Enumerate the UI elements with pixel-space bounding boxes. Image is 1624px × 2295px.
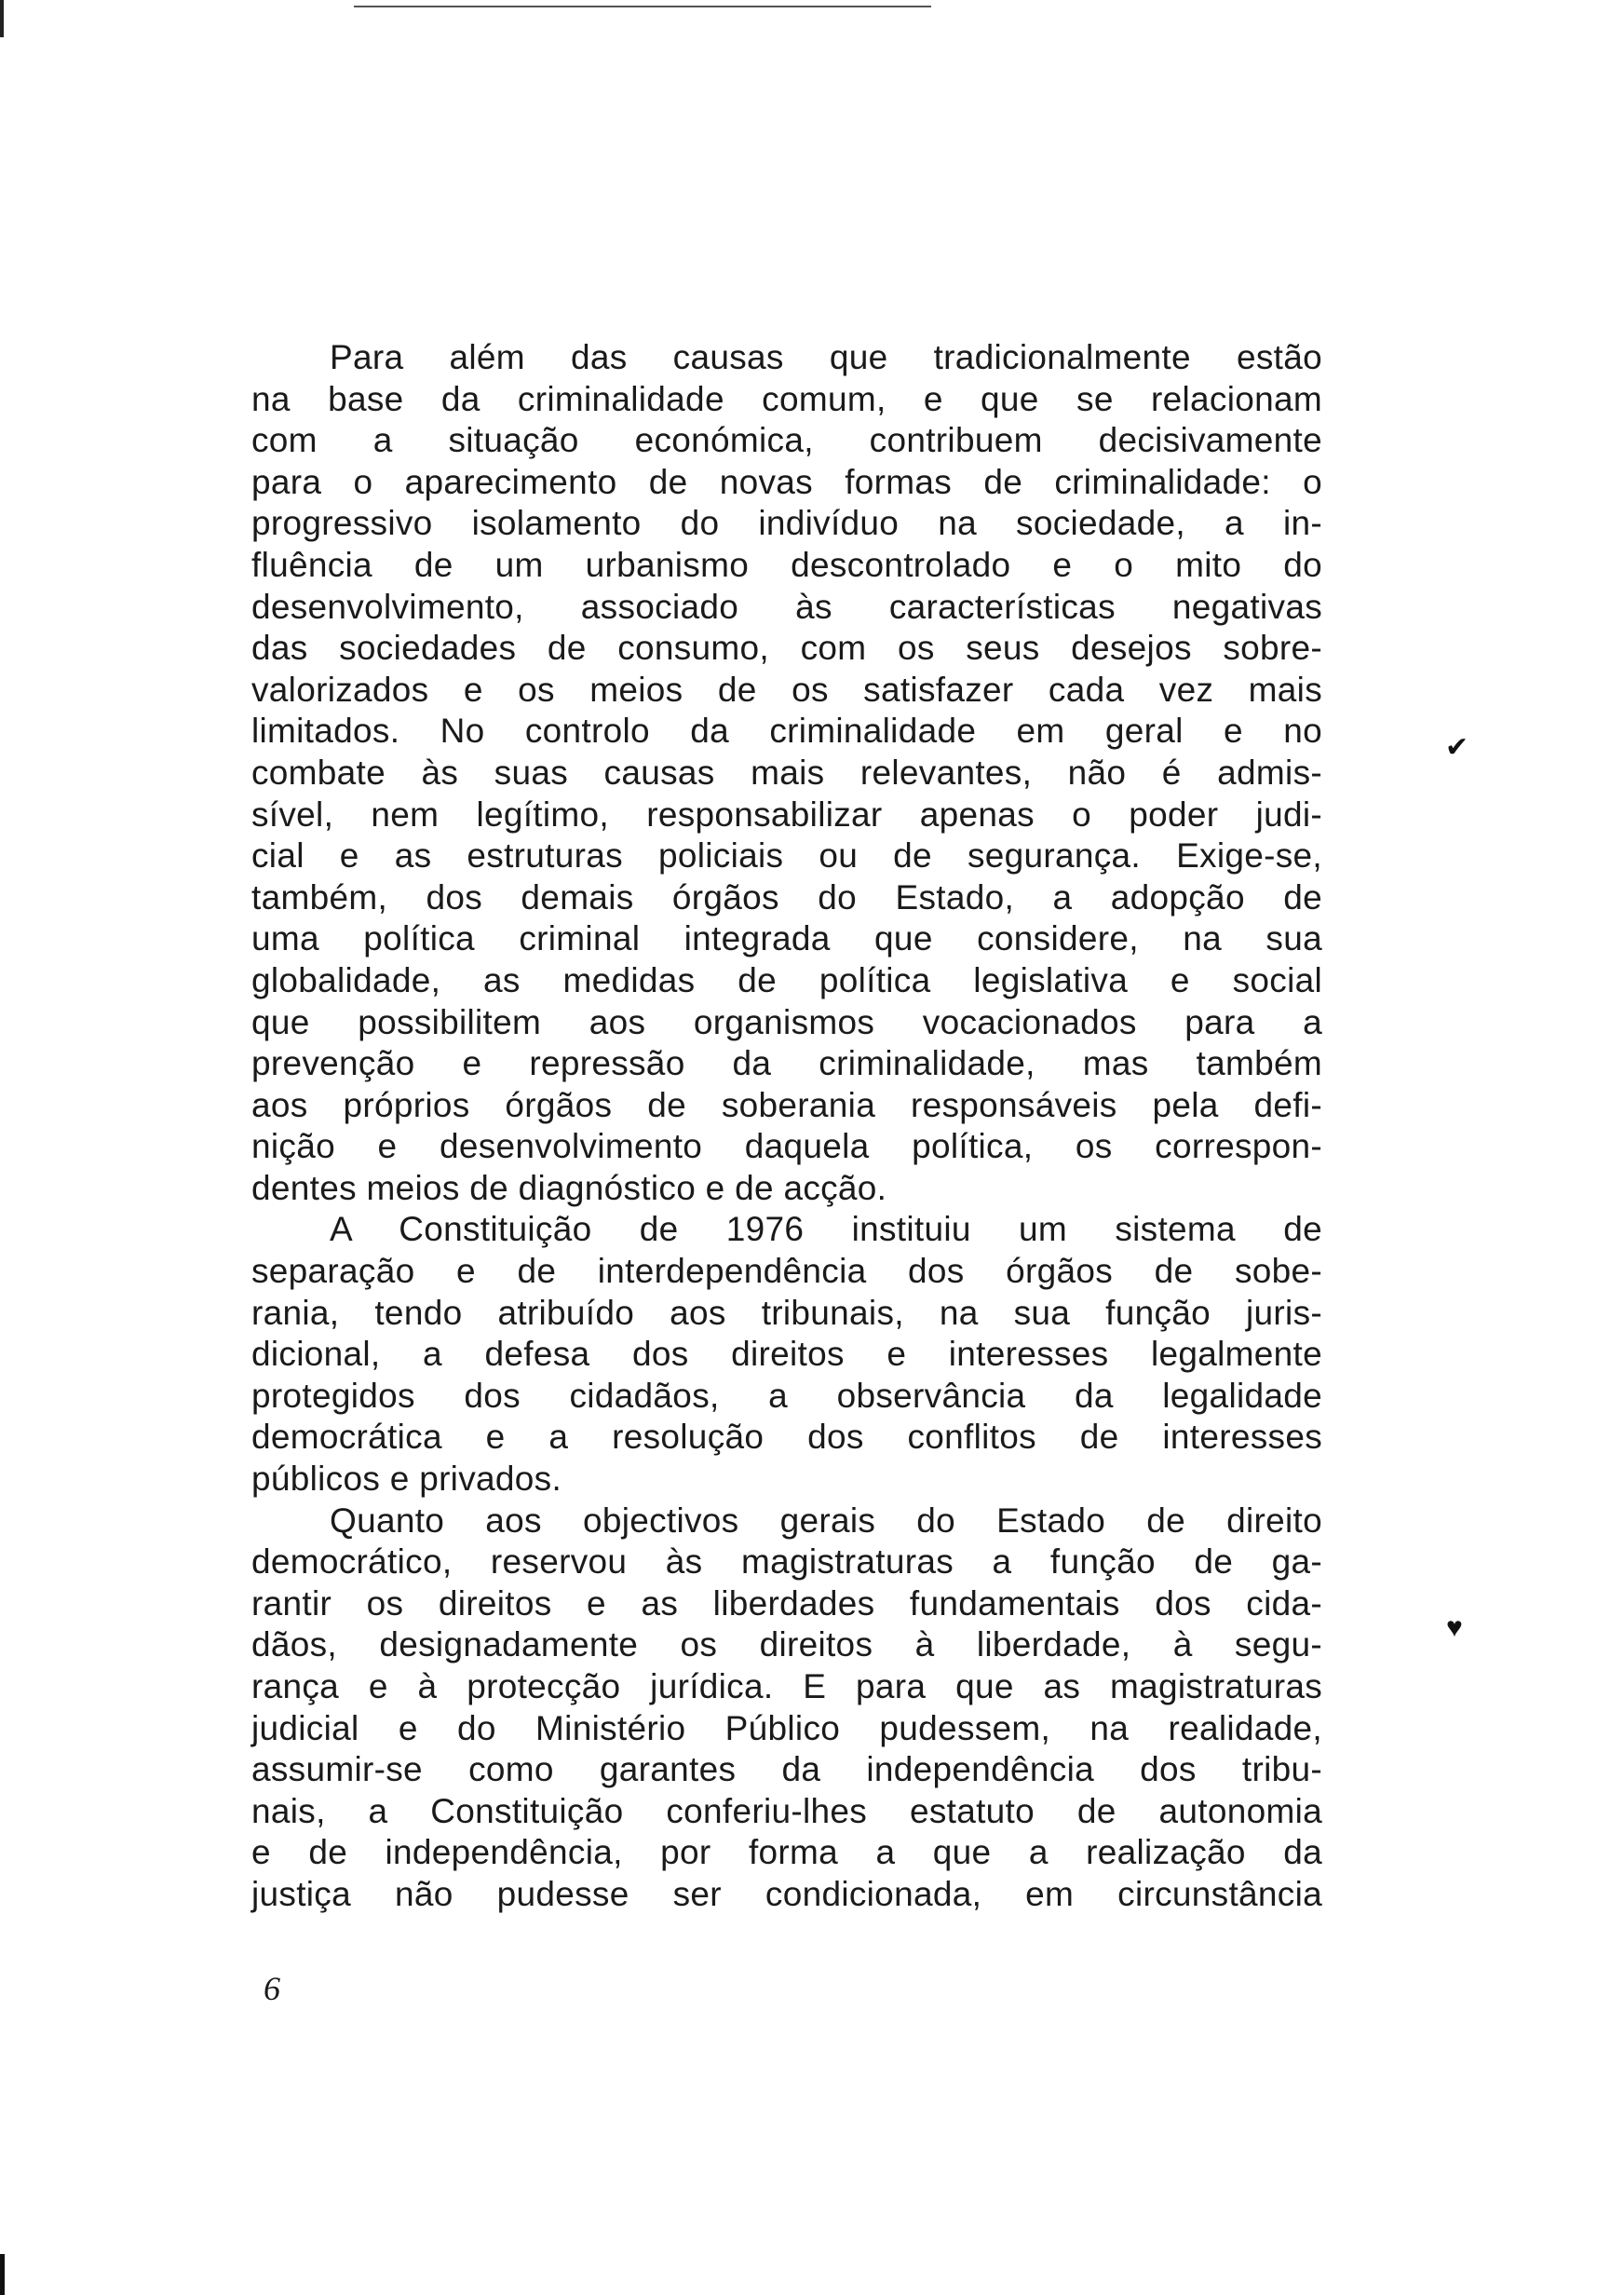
text-line: e de independência, por forma a que a realização da xyxy=(251,1833,1322,1872)
text-line: valorizados e os meios de os satisfazer cada vez mais xyxy=(251,670,1322,709)
text-line: judicial e do Ministério Público pudessem, na realidade, xyxy=(251,1708,1322,1747)
text-line: dãos, designadamente os direitos à liberdade, à segu- xyxy=(251,1625,1322,1664)
text-line: desenvolvimento, associado às características negativas xyxy=(251,587,1322,626)
text-line: Quanto aos objectivos gerais do Estado de direito xyxy=(330,1501,1322,1540)
text-line: com a situação económica, contribuem decisivamente xyxy=(251,421,1322,460)
text-line: aos próprios órgãos de soberania responsáveis pela defi- xyxy=(251,1085,1322,1124)
handwritten-mark-icon: ♥ xyxy=(1446,1612,1463,1643)
text-line: globalidade, as medidas de política legislativa e social xyxy=(251,960,1322,999)
text-line: rania, tendo atribuído aos tribunais, na sua função juris- xyxy=(251,1293,1322,1332)
text-line: uma política criminal integrada que considere, na sua xyxy=(251,919,1322,958)
scan-edge-mark-bottom xyxy=(0,2254,5,2295)
text-line: assumir-se como garantes da independência dos tribu- xyxy=(251,1750,1322,1789)
text-line: fluência de um urbanismo descontrolado e o mito do xyxy=(251,545,1322,584)
body-text xyxy=(251,337,1322,1916)
text-line: Para além das causas que tradicionalmente estão xyxy=(330,338,1322,376)
text-line: separação e de interdependência dos órgãos de sobe- xyxy=(251,1252,1322,1291)
text-line: dentes meios de diagnóstico e de acção. xyxy=(251,1168,887,1207)
page-number: 6 xyxy=(264,1970,280,2007)
text-line: dicional, a defesa dos direitos e interesses legalmente xyxy=(251,1335,1322,1374)
handwritten-check-mark-icon: ✔ xyxy=(1445,732,1469,763)
text-line: A Constituição de 1976 instituiu um sistema de xyxy=(330,1210,1322,1249)
text-line: rança e à protecção jurídica. E para que as magistraturas xyxy=(251,1667,1322,1705)
text-line: limitados. No controlo da criminalidade em geral e no xyxy=(251,712,1322,751)
text-line: cial e as estruturas policiais ou de segurança. Exige-se, xyxy=(251,836,1322,876)
text-line: nais, a Constituição conferiu-lhes estatuto de autonomia xyxy=(251,1791,1322,1830)
top-rule xyxy=(354,6,931,7)
text-line: combate às suas causas mais relevantes, não é admis- xyxy=(251,753,1322,792)
text-line: democrática e a resolução dos conflitos de interesses xyxy=(251,1418,1322,1457)
text-line: das sociedades de consumo, com os seus desejos sobre- xyxy=(251,629,1322,668)
text-line: que possibilitem aos organismos vocacionados para a xyxy=(251,1002,1322,1041)
text-line: também, dos demais órgãos do Estado, a adopção de xyxy=(251,877,1322,917)
text-line: públicos e privados. xyxy=(251,1460,562,1499)
text-line: para o aparecimento de novas formas de criminalidade: o xyxy=(251,462,1322,501)
text-line: justiça não pudesse ser condicionada, em circunstância xyxy=(251,1874,1322,1913)
text-line: nição e desenvolvimento daquela política, os correspon- xyxy=(251,1127,1322,1166)
text-line: democrático, reservou às magistraturas a função de ga- xyxy=(251,1542,1322,1582)
text-line: prevenção e repressão da criminalidade, mas também xyxy=(251,1044,1322,1083)
text-line: protegidos dos cidadãos, a observância da legalidade xyxy=(251,1376,1322,1415)
text-line: progressivo isolamento do indivíduo na sociedade, a in- xyxy=(251,504,1322,543)
text-line: rantir os direitos e as liberdades fundamentais dos cida- xyxy=(251,1583,1322,1623)
text-line: sível, nem legítimo, responsabilizar apenas o poder judi- xyxy=(251,794,1322,834)
text-line: na base da criminalidade comum, e que se relacionam xyxy=(251,379,1322,418)
scan-edge-mark-top xyxy=(0,0,4,37)
